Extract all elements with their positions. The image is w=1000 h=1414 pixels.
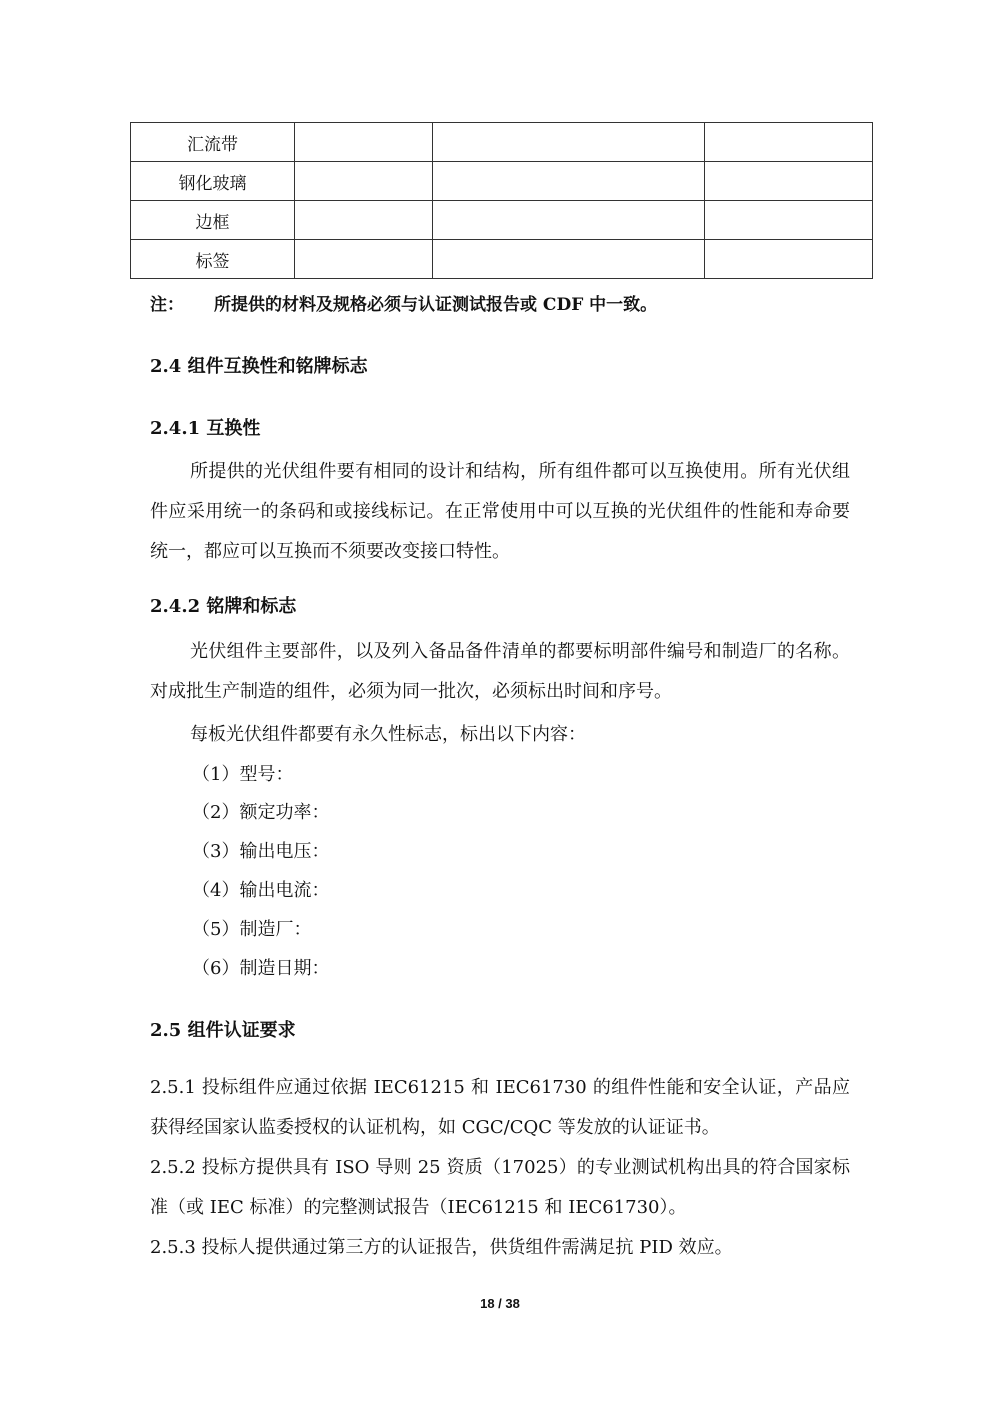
list-item: （6）制造日期： [192,958,330,979]
table-cell-item: 钢化玻璃 [131,162,295,201]
table-cell [295,240,433,279]
nameplate-intro: 每板光伏组件都要有永久性标志，标出以下内容： [190,724,586,745]
section-2-4-heading: 2.4 组件互换性和铭牌标志 [150,356,368,377]
table-row [131,162,873,201]
table-cell [295,123,433,162]
section-2-5-1-paragraph: 2.5.1 投标组件应通过依据 IEC61215 和 IEC61730 的组件性能和安全认证，产品应获得经国家认监委授权的认证机构，如 CGC/CQC 等发放的认证证书。 [150,1077,850,1138]
list-item: （4）输出电流： [192,880,330,901]
list-item: （2）额定功率： [192,802,330,823]
table-cell [433,123,705,162]
note-text: 所提供的材料及规格必须与认证测试报告或 CDF 中一致。 [214,295,658,315]
table-cell [433,162,705,201]
table-cell-item: 标签 [131,240,295,279]
list-item: （1）型号： [192,764,294,785]
list-item: （5）制造厂： [192,919,312,940]
section-2-4-2-heading: 2.4.2 铭牌和标志 [150,596,297,617]
section-2-4-1-paragraph: 所提供的光伏组件要有相同的设计和结构，所有组件都可以互换使用。所有光伏组件应采用统一的条码和或接线标记。在正常使用中可以互换的光伏组件的性能和寿命要统一，都应可以互换而不须要改变接口特性。 [150,461,850,562]
table-cell [295,201,433,240]
table-cell [433,201,705,240]
table-note [150,290,657,315]
note-label: 注： [150,295,184,315]
table-cell-item: 汇流带 [131,123,295,162]
table-cell [705,240,873,279]
table-cell [705,201,873,240]
table-cell [433,240,705,279]
table-row [131,123,873,162]
table-cell [705,123,873,162]
section-2-5-3-paragraph: 2.5.3 投标人提供通过第三方的认证报告，供货组件需满足抗 PID 效应。 [150,1237,733,1258]
section-2-5-heading: 2.5 组件认证要求 [150,1020,296,1041]
materials-table [130,122,873,279]
section-2-5-2-paragraph: 2.5.2 投标方提供具有 ISO 导则 25 资质（17025）的专业测试机构出具的符合国家标准（或 IEC 标准）的完整测试报告（IEC61215 和 IEC61730）。 [150,1157,850,1218]
table-row [131,240,873,279]
page-number: 18 / 38 [480,1296,520,1311]
table-cell [705,162,873,201]
table-row [131,201,873,240]
section-2-4-1-heading: 2.4.1 互换性 [150,418,261,439]
list-item: （3）输出电压： [192,841,330,862]
section-2-4-2-paragraph: 光伏组件主要部件，以及列入备品备件清单的都要标明部件编号和制造厂的名称。对成批生产制造的组件，必须为同一批次，必须标出时间和序号。 [150,641,850,702]
table-cell-item: 边框 [131,201,295,240]
table-cell [295,162,433,201]
